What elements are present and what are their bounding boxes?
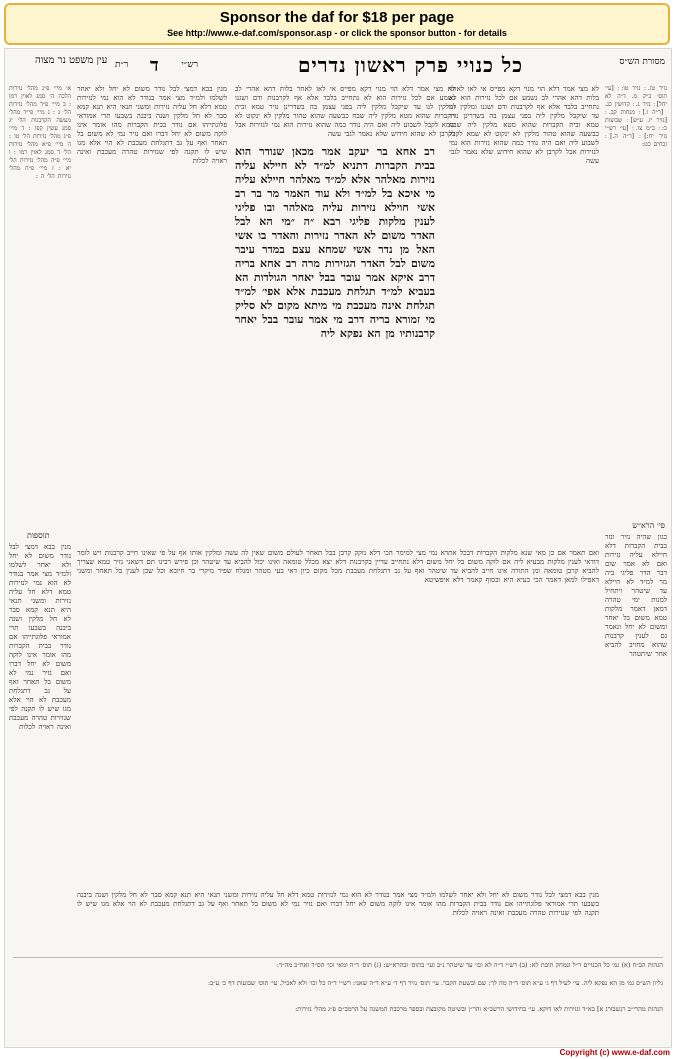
tosafot-text: מנין בבא דמצי לבל נודר משום לא יחל ולא יאחר לשלמו ולמ״ד מצי אמר בנודר לא הוא נמי לנזירות טמא דלא חל עליה נזירות ומשני תנאי היא תנא קמא סבר לא חל מלקין ושנה ביבנה בשבעו תרי אמוראי פלוגתייהו אם נודר בבית הקברות מהו אומר אינו לוקה משום לא יחל דברו ואם נזיר נמי לא משום בל תאחר ואף על גב דתגלחת מעכבת לא הוי אלא מגו שיש לו תקנה לפי שנזירות טהרה מעכבת ואינה ראויה לכלות xyxy=(77,85,227,165)
hagahot-habach: הגהות הב״ח (א) גמ׳ כל הכנויים ר״ל ונמחק תיבת לא: (ב) רש״י ד״ה לא וכו׳ עד שיטהר נ״ב ועי׳ בתוס׳ ובהרא״ש: (ג) תוס׳ ד״ה ומאי וכו׳ הס״ד ואח״כ מה״ד: xyxy=(276,961,663,969)
rashi-top-band xyxy=(235,85,455,141)
page-number: ד xyxy=(150,55,159,76)
sponsor-subtitle: See http://www.e-daf.com/sponsor.asp - or click the sponsor button - for details xyxy=(167,28,507,38)
divider-line xyxy=(13,957,663,958)
gemara-column xyxy=(235,145,435,545)
rosh-column xyxy=(605,533,667,953)
hagahot-maharitz: הגהות מהרי״ב רנשבורג א] בא״ד ונזירות לאו דוקא. עי׳ בחידושי הרשב״א והר״ן ובשיטה מקובצת ובספר מרכבת המשנה על הרמב״ם פ״ג מהל׳ נזירות: xyxy=(295,1005,663,1013)
tosafot-column xyxy=(77,85,227,525)
rashi-label: רש״י xyxy=(181,60,198,70)
masoret-hashas-text: נזיר טז. ׃ נזיר טו: ׃ [עי׳ תוס׳ ב״ק מ. ד״ה לא יחל] ׃ נזיר ג. ׃ קדושין כג. ׃ [ר״ה ו.] ׃ מנחות קב. ׃ [נזיר יז. ע״ש] ׃ שבועות כ: ׃ ב״מ צו. ׃ [עי׳ רש״י נזיר יח:] ׃ [ר״ה ה.] ׃ זבחים כט: xyxy=(605,85,667,148)
lower-commentary-text: ואם תאמר אם כן מאי שנא מלקות הקברות דבכל אתרא נמי מצי למימר הכי דלא נזקק קרבן בבל תאחר לעולם משום שאין לה עשה ומלקין אותו אף על פי שאינו חייב קרבנות ויש לומר דודאי לענין מלקות מבעיא ליה אם לוקה משום בל יחל משום דלא נתחייב עדיין בקרבנות דלא יצא מכלל טומאה ואינו יכול להביא עד שיטהר וכן פירש רבינו תם דשאני נזיר טמא שצריך להביא קרבן טומאה ומן התורה אינו חייב להביא עד שיטהר ואף על גב דתגלחת מעכבת מכל מקום כיון דאי בעי מטהר ומגלח שפיר מיקרי בר חיובא וכל שכן לענין בל תאחר ומשני דאפילו למאן דאמר הכי בעיא היא ובסוף קאמר דלא איפשיטא xyxy=(77,549,599,584)
rashi-column xyxy=(449,85,599,505)
chapter-title: כל כנויי פרק ראשון נדרים xyxy=(298,53,523,77)
masoret-hashas-label: מסורת הש״ס xyxy=(619,57,665,67)
rosh-label: פי׳ הרא״ש xyxy=(632,521,665,530)
rosh-text: כגון שהיה נזיר ונזר בבית הקברות דלא חיילא עליה נזירות ואם לא אמר שום דבר הדר פליגי ביה מר למ״ד לא חיילא עד שיטהר ויתחיל למנות ימי טהרה דמאן דאמר מלקות טמא משום בל יאחר ומשום לא יחל ונאמר גם לענין קרבנות שהוא מחויב להביא אחר שיתטהר xyxy=(605,533,667,658)
lower-commentary xyxy=(77,549,599,889)
ein-mishpat-text: א׳ מיי׳ פ״ג מהל׳ נזירות הלכה ה׳ סמג לאוין רמו : ב מיי׳ פ״ד מהל׳ נזירות הל׳ ג : ג מיי׳ פי״ד מהל׳ מעשה הקרבנות הל׳ יג סמג עשין קפו : ד מיי׳ פ״ג מהל׳ נזירות הל׳ טו : ה מיי׳ פ״א מהל׳ נזירות הל׳ ד סמג לאוין רמו : ו מיי׳ פ״ה מהל׳ נזירות הל׳ יא : ז מיי׳ פ״ח מהל׳ נזירות הל׳ ה : xyxy=(9,85,71,180)
page-header xyxy=(5,53,672,83)
copyright-link[interactable]: Copyright (c) www.e-daf.com xyxy=(559,1048,670,1057)
gemara-text: רב אחא בר יעקב אמר מכאן שנודר הוא בבית הקברות דתניא למ״ד לא חיילא עליה נזירות מאלהר אלא למ״ד מאלהר חיילא עליה מי איכא בל למ״ד ולא עוד האמר מר בר רב אשי חוילא נזירות עליה מאלהר ובו פליגי לענין מלקות פליגי רבא ״ה ״מי הא לבל האדר משום לא האדר נזירות והאדר בו אשי האל מן נדר אשי שמחא עצם במדר עיבר משום לבל האדר הגזירות מרה רב אחא בריה דרב איקא אמר עובר בבל יאחר הגולדות הא בעביא למ״ד תגלחת מעכבת אלא אפי׳ למ״ד תגלחת אינה מעכבת מי מיתא מקום לא סליק מי זמורא בריה דרב מי אמר עובר בבל יאחר קרבנותיו מן הא נפקא ליה xyxy=(235,145,435,340)
talmud-page xyxy=(4,48,672,1048)
gilyon-hashas: גליון הש״ס גמ׳ מן הא נפקא ליה. עי׳ לעיל דף ג׳ ע״א תוס׳ ד״ה מה לך: שם ובשעת הקבר. עי׳ תוס׳ נזיר דף ד׳ ע״א ד״ה שאני: רש״י ד״ה כל וכו׳ ולא לאכיל. עי׳ תוס׳ שבועות דף כ׳ ע״ב: xyxy=(207,979,663,987)
tosafot-margin-column xyxy=(9,543,71,953)
tosafot-margin-text: מנין בבא דמצי לבל נודר משום לא יחל ולא יאחר לשלמו ולמ״ד מצי אמר בנודר לא הוא נמי לנזירות טמא דלא חל עליה נזירות ומשני תנאי היא תנא קמא סבר לא חל מלקין ושנה ביבנה בשבעו תרי אמוראי פלוגתייהו אם נודר בבית הקברות מהו אומר אינו לוקה משום לא יחל דברו ואם נזיר נמי לא משום בל תאחר ואף על גב דתגלחת מעכבת לא הוי אלא מגו שיש לו תקנה לפי שנזירות טהרה מעכבת ואינה ראויה לכלות xyxy=(9,543,71,731)
rashi-text: לא מצי אמר דלא הוי מנוי דקא מפייס אי לאו לאחר בלות דהא אהרי לב נשמע אם לכל נזירות הוא לא נתחייב בלבד אלא אף לקרבנות ודם ושגנו ומלקין לנו עד שיקבל מלקין ליה בפני עצמן בה בשדרינן נזיר טמא ובית הקברות שהוא מטא מלקין ליה שבח כבשעה שהוא טהור מלקין לא ינקוט לא שמא לקבל לשבוע ליה ואם היה נודר כמה שהוא נזירות הוא נמי לנזירות אבל לקרבן לא שהוא חידוש שלא נאמר לגבי עשה xyxy=(449,85,599,165)
ein-mishpat-label: עין משפט נר מצוה xyxy=(35,55,108,66)
ein-mishpat-column xyxy=(9,85,71,525)
lower-commentary-2 xyxy=(77,891,599,951)
rashi-top-text: לא מצי אמר דלא הוי מנוי דקא מפייס אי לאו לאחר בלות דהא אהרי לב נשמע אם לכל נזירות הוא לא נתחייב בלבד אלא אף לקרבנות ודם ושגנו ומלקין לנו עד שיקבל מלקין ליה בפני עצמן בה בשדרינן נזיר טמא ובית הקברות שהוא מטא מלקין ליה שבח כבשעה שהוא טהור מלקין לא ינקוט לא שמא לקבל לשבוע ליה ואם היה נודר כמה שהוא נזירות הוא נמי לנזירות אבל לקרבן לא שהוא חידוש שלא נאמר לגבי עשה xyxy=(235,85,455,138)
sponsor-banner[interactable] xyxy=(4,3,670,45)
tosafot-label: תוספות xyxy=(27,531,50,540)
sponsor-title: Sponsor the daf for $18 per page xyxy=(219,9,455,26)
lower-commentary-text-2: מנין בבא דמצי לבל נודר משום לא יחל ולא יאחר לשלמו ולמ״ד מצי אמר בנודר לא הוא נמי לנזירות טמא דלא חל עליה נזירות ומשני תנאי היא תנא קמא סבר לא חל מלקין ושנה ביבנה בשבעו תרי אמוראי פלוגתייהו אם נודר בבית הקברות מהו אומר אינו לוקה משום לא יחל דברו ואם נזיר נמי לא משום בל תאחר ואף על גב דתגלחת מעכבת לא הוי אלא מגו שיש לו תקנה לפי שנזירות טהרה מעכבת ואינה ראויה לכלות xyxy=(77,891,599,917)
tosafot-header-label: ר״ת xyxy=(115,60,129,70)
